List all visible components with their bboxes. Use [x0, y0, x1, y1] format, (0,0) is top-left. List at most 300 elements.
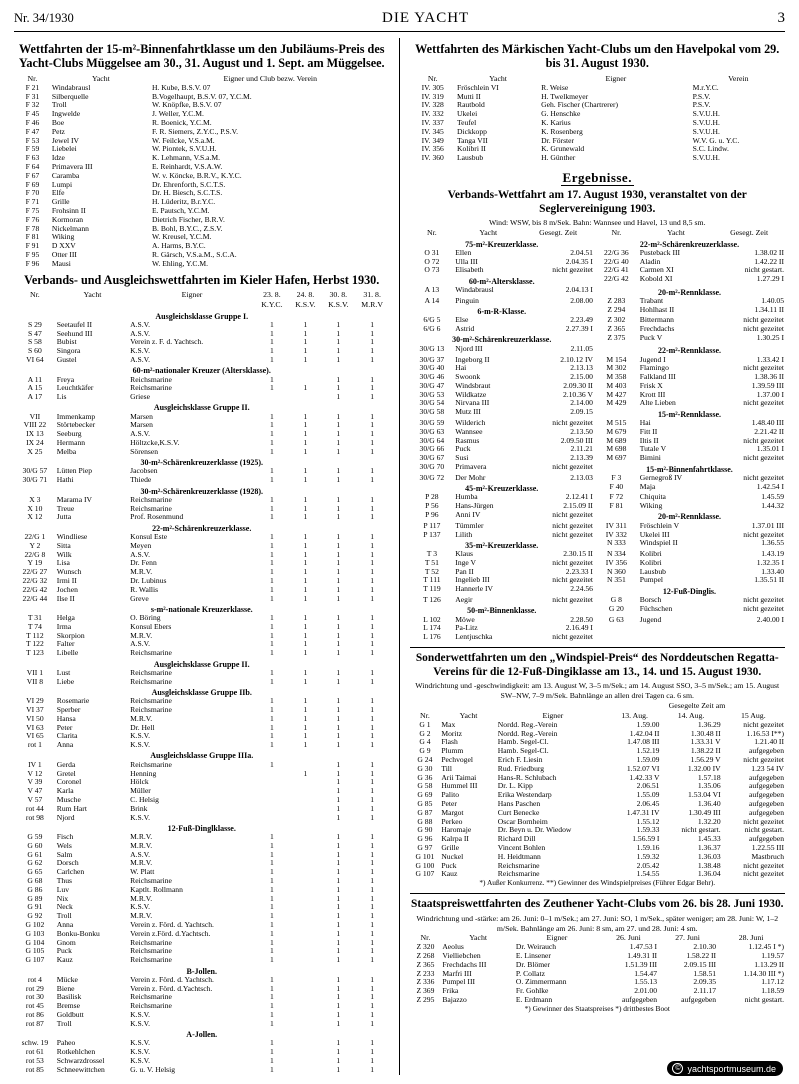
table-cell: Z 365: [607, 324, 626, 334]
table-cell: 2.10.36 V: [562, 389, 593, 399]
table-cell: Carmen XI: [639, 265, 674, 275]
table-cell: Haromaje: [441, 825, 472, 835]
table-cell: 1: [269, 867, 274, 877]
table-cell: 22/G 32: [22, 575, 48, 585]
table-cell: 1.21.40 II: [754, 737, 784, 747]
col-yacht: Yacht: [83, 289, 102, 299]
table-cell: 1: [336, 512, 341, 522]
table-cell: Störtebecker: [56, 420, 96, 430]
table-cell: Hannerle IV: [455, 584, 494, 594]
table-cell: Elfe: [51, 188, 65, 198]
table-cell: Nickelmann: [51, 223, 89, 233]
table-cell: 1.38.36 II: [754, 372, 784, 382]
table-cell: T 126: [423, 595, 441, 605]
table-cell: 1: [336, 812, 341, 822]
table-cell: Frechdachs: [639, 324, 675, 334]
table-cell: 1: [370, 429, 375, 439]
table-cell: Maja: [639, 481, 656, 491]
table-cell: 1: [370, 328, 375, 338]
table-cell: 1: [269, 1064, 274, 1074]
table-cell: T 74: [27, 621, 42, 631]
table-cell: K.S.V.: [130, 902, 151, 912]
table-cell: Else: [455, 315, 469, 325]
table-cell: 1.52.07 VI: [626, 763, 660, 773]
table-cell: Hamb. Segel-Cl.: [497, 746, 549, 756]
table-cell: G 69: [417, 790, 433, 800]
table-cell: 1: [370, 446, 375, 456]
table-cell: Mutti II: [457, 91, 481, 101]
table-cell: 1: [370, 849, 375, 859]
table-cell: Irmi II: [56, 575, 77, 585]
section-title-verbandswettfahrt: Verbands-Wettfahrt am 17. August 1930, veranstaltet von der Seglervereinigung 1903.: [447, 188, 747, 215]
table-cell: 1: [269, 920, 274, 930]
table-cell: VIII 22: [23, 420, 47, 430]
table-cell: 1.55.13: [634, 977, 658, 987]
table-cell: Pan II: [455, 566, 474, 576]
table-cell: Z 283: [607, 295, 626, 305]
table-cell: 1: [303, 354, 308, 364]
table-cell: 1: [370, 593, 375, 603]
table-cell: IV 311: [605, 520, 627, 530]
table-row: [14, 678, 390, 687]
table-cell: Fröschlein V: [639, 520, 680, 530]
table-cell: 1: [370, 540, 375, 550]
table-cell: nicht gezeitet: [743, 398, 784, 408]
table-cell: Astrid: [455, 324, 475, 334]
table-cell: nicht gezeitet: [743, 529, 784, 539]
table-cell: VII: [29, 411, 41, 421]
table-cell: A.S.V.: [130, 639, 151, 649]
table-cell: G 91: [27, 902, 43, 912]
table-cell: G 30: [417, 763, 433, 773]
col-owner: Eigner: [546, 933, 568, 943]
table-cell: 30/G 57: [22, 466, 48, 476]
table-cell: 1.34.11 II: [754, 304, 784, 314]
table-cell: 1.53.04 VI: [688, 790, 721, 800]
table-cell: F 95: [25, 249, 40, 259]
table-cell: 1: [370, 1018, 375, 1028]
table-cell: 1: [336, 337, 341, 347]
table-cell: Frisk X: [639, 380, 663, 390]
col-owner: Eigner: [181, 289, 203, 299]
table-cell: 1.16.53 I**): [746, 728, 784, 738]
table-cell: Füchschen: [639, 603, 673, 613]
col-group-times: Gesegelte Zeit am: [668, 700, 726, 710]
table-cell: [289, 921, 322, 930]
table-cell: nicht gezeitet: [743, 816, 784, 826]
table-cell: G 1: [419, 719, 431, 729]
table-cell: O. Zimmermann: [515, 977, 567, 987]
table-cell: nicht gezeitet: [552, 632, 593, 642]
table-cell: [289, 842, 322, 851]
table-cell: 1: [336, 893, 341, 903]
table-cell: 35-m²-Kreuzerklasse.: [465, 540, 539, 550]
table-cell: F 96: [25, 258, 40, 268]
table-cell: 1: [269, 319, 274, 329]
table-cell: G 9: [419, 746, 431, 756]
table-muggelsee: [14, 74, 390, 269]
table-cell: 1: [370, 337, 375, 347]
table-cell: S.V.U.H.: [692, 153, 720, 163]
table-cell: Kolibri: [639, 549, 662, 559]
table-cell: [289, 930, 322, 939]
table-cell: 1: [370, 893, 375, 903]
table-cell: 1: [336, 593, 341, 603]
table-cell: G 62: [27, 858, 43, 868]
table-cell: 1: [269, 1018, 274, 1028]
table-cell: 1: [370, 1001, 375, 1011]
table-cell: 1: [269, 446, 274, 456]
table-cell: 1: [336, 974, 341, 984]
table-cell: Z 295: [416, 995, 435, 1005]
table-cell: 1: [336, 475, 341, 485]
table-cell: 1: [303, 696, 308, 706]
table-cell: 2.13.03: [570, 472, 593, 482]
table-cell: 1: [336, 429, 341, 439]
table-cell: IX 13: [26, 429, 44, 439]
table-cell: Alte Lieben: [639, 398, 676, 408]
table-cell: nicht gezeitet: [743, 363, 784, 373]
table-cell: IV. 356: [421, 144, 444, 154]
col-yacht: Yacht: [459, 710, 478, 720]
table-cell: Bajazzo: [442, 995, 467, 1005]
table-cell: 1: [303, 713, 308, 723]
table-cell: 1: [269, 494, 274, 504]
table-cell: Nirvana III: [455, 398, 490, 408]
table-cell: [289, 805, 322, 814]
table-cell: N 333: [606, 538, 626, 548]
table-cell: W. Kreusel, Y.C.M.: [151, 232, 212, 242]
table-cell: 1: [370, 354, 375, 364]
table-cell: Reichsmarine: [130, 383, 172, 393]
col-date-1: 23. 8.: [263, 289, 281, 299]
table-cell: 1: [269, 840, 274, 850]
table-cell: nicht gezeitet: [743, 315, 784, 325]
table-cell: G 96: [417, 834, 433, 844]
table-cell: 1: [303, 549, 308, 559]
table-cell: 1: [370, 722, 375, 732]
col-day-2: 27. Juni: [675, 933, 700, 943]
table-cell: P 28: [425, 492, 439, 502]
table-cell: S.V.U.H.: [692, 118, 720, 127]
table-cell: Kaptlt. Rollmann: [130, 884, 183, 894]
table-cell: 1: [269, 955, 274, 965]
table-cell: Rautbold: [457, 100, 485, 110]
table-cell: 1.44.32: [761, 501, 784, 511]
table-cell: IX 24: [26, 438, 44, 448]
table-cell: Falter: [56, 639, 75, 649]
table-cell: 1: [336, 840, 341, 850]
table-cell: 1.36.29: [697, 719, 721, 729]
table-cell: Puck: [455, 444, 471, 454]
table-cell: [289, 1011, 322, 1020]
table-cell: G 68: [27, 876, 43, 886]
col-owner: Eigner: [605, 73, 627, 83]
table-cell: M 403: [606, 380, 627, 390]
table-cell: 1: [303, 494, 308, 504]
table-cell: Lausbub: [639, 566, 666, 576]
table-cell: 1: [370, 676, 375, 686]
table-cell: L 176: [423, 632, 441, 642]
table-cell: 2.21.42 II: [754, 426, 784, 436]
table-cell: S.V.U.H.: [692, 126, 720, 136]
table-cell: [289, 1048, 322, 1057]
table-cell: Hummel III: [441, 781, 478, 791]
table-cell: 1: [370, 974, 375, 984]
table-cell: [255, 778, 289, 787]
table-cell: Inge V: [455, 557, 477, 567]
table-cell: aufgegeben: [749, 807, 784, 817]
table-cell: 1: [303, 420, 308, 430]
table-cell: E. Erdmann: [515, 995, 553, 1005]
col-date-4: 31. 8.: [363, 289, 381, 299]
table-cell: F 71: [25, 197, 40, 207]
table-cell: nicht gezeitet: [743, 595, 784, 605]
table-cell: 1.59.33: [636, 825, 660, 835]
table-cell: Pinguin: [455, 295, 479, 305]
table-cell: aufgegeben: [749, 772, 784, 782]
table-subheader-row: [14, 300, 390, 310]
table-cell: 2.15.09 II: [563, 501, 593, 511]
table-cell: 2.09.35: [693, 977, 717, 987]
table-cell: 1: [269, 740, 274, 750]
table-cell: G 8: [610, 595, 622, 605]
table-cell: Fröschlein VI: [457, 82, 499, 92]
table-cell: 1: [303, 512, 308, 522]
table-cell: M.R.V.: [130, 840, 153, 850]
table-cell: 1: [269, 1047, 274, 1057]
table-cell: Ukelei: [457, 109, 478, 119]
table-cell: Nuckel: [441, 851, 464, 861]
table-cell: H. Lüderitz, B.r.Y.C.: [151, 197, 216, 207]
table-cell: F 40: [609, 481, 624, 491]
table-cell: [289, 1002, 322, 1011]
table-cell: T 119: [423, 584, 441, 594]
table-cell: H. Kube, B.S.V. 07: [151, 82, 211, 92]
table-cell: 30/G 58: [419, 407, 445, 417]
table-cell: Trabant: [639, 295, 664, 305]
table-cell: Frechdachs III: [442, 959, 487, 969]
table-cell: 1: [269, 549, 274, 559]
table-cell: 1: [269, 558, 274, 568]
table-cell: VII 8: [26, 676, 44, 686]
table-cell: Curt Benecke: [497, 807, 540, 817]
table-cell: 1: [336, 928, 341, 938]
table-cell: 1: [370, 1009, 375, 1019]
table-cell: Kolibri II: [457, 144, 486, 154]
col-nr: Nr.: [30, 289, 40, 299]
table-cell: 1: [269, 466, 274, 476]
table-cell: S.C. Lindw.: [692, 144, 729, 154]
table-cell: nicht gestart.: [744, 995, 784, 1005]
table-cell: [289, 814, 322, 823]
table-cell: Grille: [51, 197, 70, 207]
table-cell: Ilse II: [56, 593, 75, 603]
table-cell: Kalrpa II: [441, 834, 469, 844]
table-cell: 1.30.49 III: [688, 807, 721, 817]
table-class-heading: [14, 365, 390, 376]
table-cell: Höltzcke,K.S.V.: [130, 438, 180, 448]
table-cell: Bremse: [56, 1001, 80, 1011]
table-header-row: [14, 290, 390, 300]
table-cell: 1: [370, 411, 375, 421]
table-havelpokal: [410, 74, 786, 163]
table-cell: VI 29: [26, 696, 44, 706]
spacer-cell: [497, 701, 609, 711]
table-cell: nicht gezeitet: [743, 860, 784, 870]
table-cell: Falkland III: [639, 372, 676, 382]
table-cell: Hans Paschen: [497, 799, 541, 809]
table-cell: 1: [336, 858, 341, 868]
table-cell: 1: [269, 893, 274, 903]
table-cell: Mastbruch: [751, 851, 784, 861]
col-club-4: M.R.V: [361, 299, 383, 309]
table-cell: Fitt II: [639, 426, 658, 436]
table-cell: IV. 349: [421, 135, 444, 145]
table-cell: K. Rosenberg: [541, 126, 583, 136]
table-cell: M 302: [606, 363, 627, 373]
table-cell: 1.39.59 III: [751, 380, 784, 390]
table-cell: Dr. Beyn u. Dr. Wiedow: [497, 825, 572, 835]
table-row: [14, 513, 390, 522]
table-cell: Immenkamp: [56, 411, 96, 421]
table-cell: H. Heidtmann: [497, 851, 541, 861]
table-cell: Klaus: [455, 549, 474, 559]
table-cell: 1: [269, 731, 274, 741]
table-cell: Tanga VII: [457, 135, 488, 145]
table-header-row: [410, 711, 786, 721]
table-cell: [289, 1057, 322, 1066]
col-club-1: K.Y.C.: [261, 299, 283, 309]
table-cell: VI 63: [26, 722, 44, 732]
table-cell: G 105: [25, 946, 45, 956]
table-cell: aufgegeben: [749, 746, 784, 756]
table-row: [410, 266, 786, 275]
table-cell: Peter: [56, 722, 73, 732]
table-cell: Hamb. Segel-Cl.: [497, 737, 549, 747]
table-cell: 1: [370, 567, 375, 577]
table-cell: 1: [336, 867, 341, 877]
table-cell: 1: [336, 704, 341, 714]
table-cell: nicht gestart.: [681, 825, 721, 835]
table-cell: 1.32.35 I: [756, 557, 784, 567]
table-cell: [639, 624, 714, 633]
table-cell: 1.59.09: [636, 755, 660, 765]
table-cell: 1: [269, 328, 274, 338]
table-cell: Z 302: [607, 315, 626, 325]
table-cell: Dickkopp: [457, 126, 487, 136]
table-cell: 1: [370, 438, 375, 448]
table-cell: Lausbub: [457, 153, 484, 163]
table-cell: 2.06.51: [636, 781, 660, 791]
table-cell: Seehund III: [56, 328, 93, 338]
table-cell: Flamingo: [639, 363, 669, 373]
col-club-3: K.S.V.: [328, 299, 349, 309]
table-cell: 1: [370, 512, 375, 522]
table-cell: Aladin: [639, 256, 661, 266]
table-cell: [289, 912, 322, 921]
table-cell: 1.33.31 V: [690, 737, 721, 747]
table-cell: Pumpel: [639, 575, 663, 585]
table-cell: Krott III: [639, 389, 666, 399]
table-cell: Dietrich Fischer, B.R.V.: [151, 214, 225, 224]
table-cell: 2.15.00: [570, 372, 593, 382]
table-row: [14, 551, 390, 560]
table-cell: [289, 886, 322, 895]
table-cell: rot 1: [27, 740, 42, 750]
table-cell: 1: [370, 383, 375, 393]
table-cell: Primavera III: [51, 161, 93, 171]
page-number: 3: [777, 10, 785, 26]
table-row: [14, 814, 390, 823]
table-cell: rot 98: [25, 812, 44, 822]
table-cell: 1: [269, 354, 274, 364]
table-cell: Rud. Friedburg: [497, 763, 545, 773]
table-cell: T 3: [426, 549, 437, 559]
table-cell: T 122: [25, 639, 44, 649]
table-cell: 1: [303, 429, 308, 439]
table-cell: Hathi: [56, 475, 74, 485]
table-cell: Max: [441, 719, 456, 729]
table-cell: 1.30.25 I: [756, 332, 784, 342]
table-cell: 1: [370, 466, 375, 476]
table-cell: A.S.V.: [130, 354, 151, 364]
table-cell: 1.59.32: [636, 851, 660, 861]
table-cell: Perkeo: [441, 816, 463, 826]
table-cell: 1: [303, 740, 308, 750]
table-cell: Reichsmarine: [130, 696, 172, 706]
table-cell: Dr. Lubinus: [130, 575, 167, 585]
table-cell: 1: [336, 955, 341, 965]
table-cell: Swoonk: [455, 372, 481, 382]
table-cell: Sörensen: [130, 446, 159, 456]
table-cell: 1: [370, 420, 375, 430]
table-row: [410, 325, 786, 334]
table-row: [14, 1020, 390, 1029]
table-cell: O. Böring: [130, 613, 161, 623]
col-day-3: 15 Aug.: [740, 710, 766, 720]
table-cell: Singora: [56, 346, 81, 356]
table-cell: Troll: [51, 100, 67, 110]
table-cell: Skorpion: [56, 630, 85, 640]
table-windspielpreis: [410, 701, 786, 879]
table-cell: Nordd. Reg.-Verein: [497, 719, 558, 729]
table-cell: Verein z. Förd. d. Yachtsch.: [130, 920, 214, 930]
table-cell: 1: [370, 786, 375, 796]
table-cell: Wilderich: [455, 418, 486, 428]
table-cell: 1: [336, 946, 341, 956]
table-cell: 1.40.05: [761, 295, 784, 305]
table-cell: 1.37.01 III: [751, 520, 784, 530]
table-cell: 2.40.00 I: [756, 614, 784, 624]
table-row: [410, 844, 786, 853]
table-cell: Ingeborg II: [455, 354, 490, 364]
table-cell: G 102: [25, 920, 45, 930]
table-cell: 1: [336, 983, 341, 993]
table-cell: 1: [370, 392, 375, 402]
table-cell: Z 268: [416, 951, 435, 961]
table-cell: 2.13.39: [570, 453, 593, 463]
table-cell: Dr. Hell: [130, 722, 155, 732]
table-cell: 1.47.31 IV: [626, 807, 660, 817]
table-cell: 30/G 64: [419, 435, 445, 445]
col-nr: Nr.: [427, 228, 437, 238]
table-cell: A 13: [424, 285, 440, 295]
table-cell: 30/G 59: [419, 418, 445, 428]
table-cell: Griese: [130, 392, 150, 402]
class-heading-label: Ausgleichsklasse Gruppe IIIa.: [150, 751, 254, 761]
table-cell: 1: [269, 593, 274, 603]
